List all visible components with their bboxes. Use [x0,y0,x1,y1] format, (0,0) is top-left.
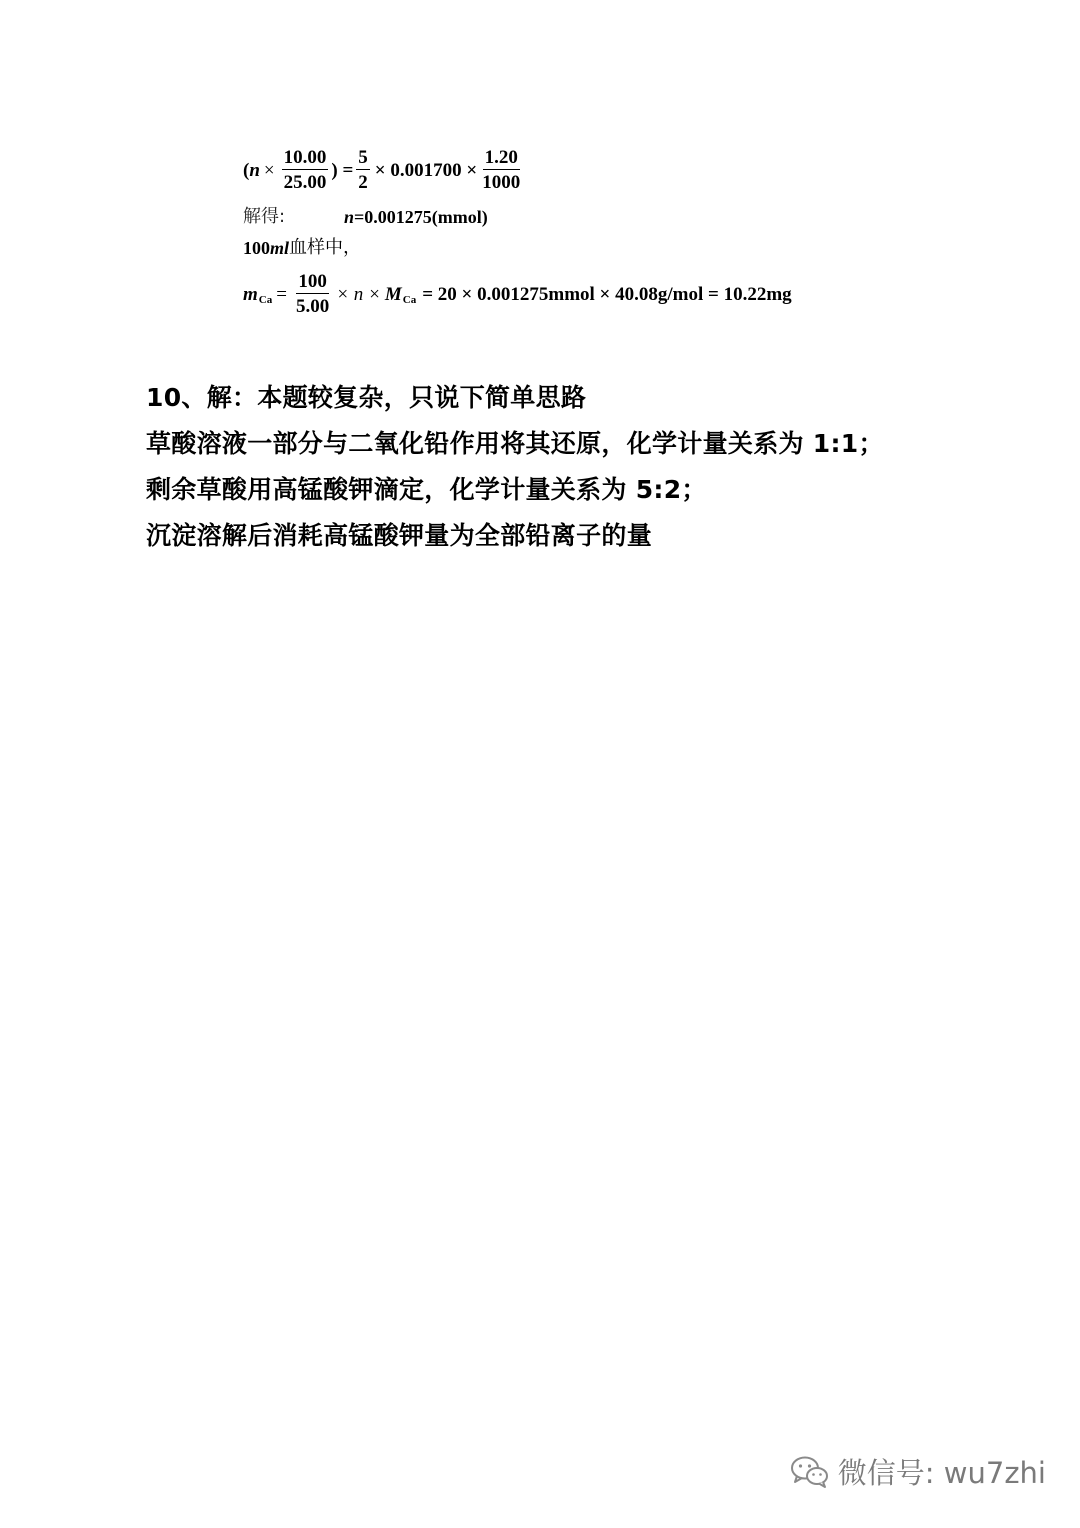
blood-sample-line [243,239,361,257]
fraction-volume-ratio [282,148,329,192]
solve-line [243,208,488,226]
variable-M: M [384,283,402,305]
fraction-denominator: 25.00 [283,172,327,193]
sample-unit: ml [270,238,290,258]
equation-1 [243,148,525,192]
wechat-watermark [790,1451,1046,1492]
subscript-ca: Ca [258,293,273,306]
fraction-stoichiometry [356,148,370,192]
close-paren-equals: ) = [331,159,354,181]
fraction-denominator: 1000 [482,172,521,193]
answer-line-1: 草酸溶液一部分与二氧化铅作用将其还原，化学计量关系为 1:1； [146,429,884,458]
variable-m: m [243,283,258,305]
equals-sign: = [276,283,287,305]
equation-2 [243,272,792,316]
fraction-denominator: 2 [358,172,368,193]
times-sign: × [263,159,275,181]
concentration-term: × 0.001700 × [374,159,478,181]
subscript-ca: Ca [402,293,417,306]
variable-n: n [344,207,355,227]
fraction-numerator: 100 [298,271,327,292]
wechat-icon [790,1455,830,1489]
answer-line-3: 沉淀溶解后消耗高锰酸钾量为全部铅离子的量 [146,521,653,550]
solve-result: =0.001275(mmol) [354,207,488,227]
fraction-volume [480,148,522,192]
fraction-numerator: 10.00 [283,147,327,168]
fraction-numerator: 5 [358,147,368,168]
variable-n: n [249,159,260,181]
answer-line-2: 剩余草酸用高锰酸钾滴定，化学计量关系为 5:2； [146,475,707,504]
answer-title: 10、解：本题较复杂，只说下简单思路 [146,383,587,412]
times-n-term: × n × [336,283,381,305]
open-paren: ( [243,159,250,181]
watermark-text: 微信号: wu7zhi [837,1456,1046,1490]
fraction-dilution [294,272,331,316]
solve-label: 解得: [243,206,286,227]
sample-text: 血样中， [289,237,362,258]
sample-amount: 100 [243,238,270,258]
fraction-denominator: 5.00 [295,296,330,317]
equation-result: = 20 × 0.001275mmol × 40.08g/mol = 10.22mg [422,283,792,305]
fraction-numerator: 1.20 [484,147,518,168]
